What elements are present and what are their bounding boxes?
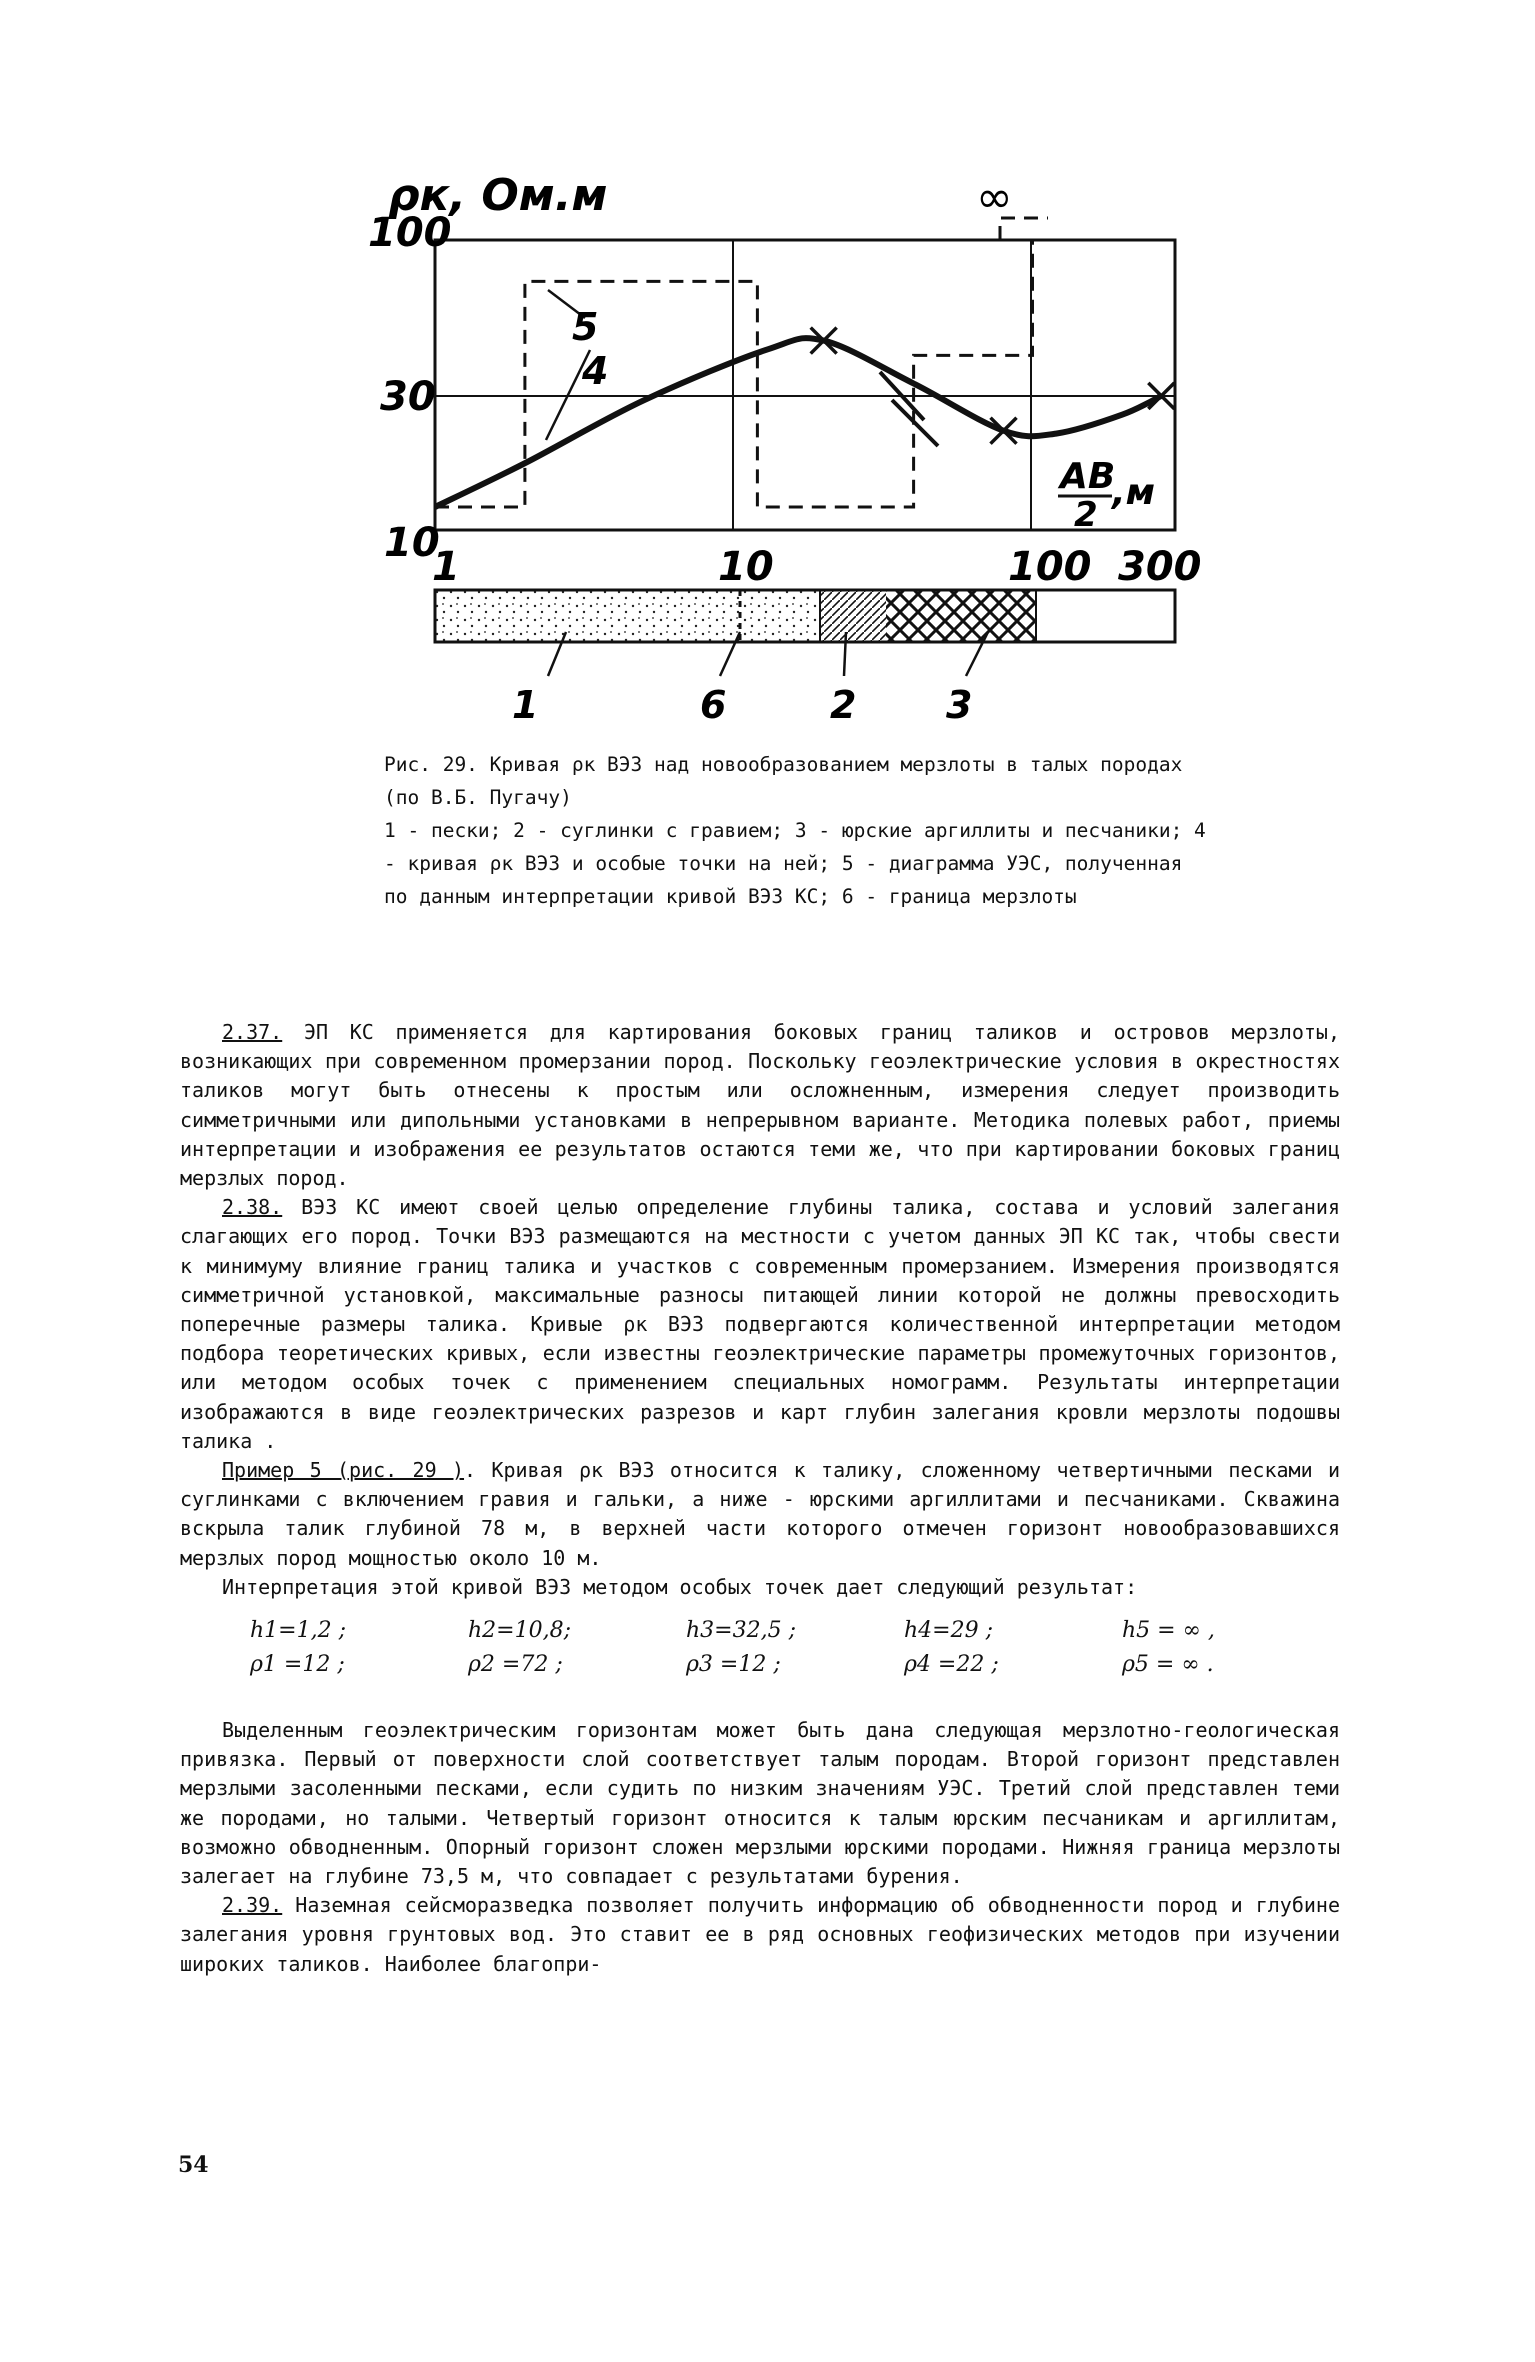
strip-jurassic <box>886 590 1036 642</box>
param-h5: h5 = ∞ , <box>1122 1618 1215 1644</box>
series-4-curve <box>435 338 1161 507</box>
paragraph-2-37-text: ЭП КС применяется для картирования боковых границ таликов и островов мерзлоты, возникающих при современном промерзании пород. Поскольку геоэлектрические условия в окрестностях таликов могут быть отнесены к простым или осложненным, измерения следует производить симметричными или дипольными установками в непрерывном варианте. Методика полевых работ, приемы интерпретации и изображения ее результатов остаются теми же, что при картировании боковых границ мерзлых пород. <box>180 1020 1340 1191</box>
param-rho4: ρ4 =22 ; <box>904 1652 999 1678</box>
x-tick-100: 100 <box>1008 544 1092 590</box>
x-tick-300: 300 <box>1118 544 1202 590</box>
y-tick-100: 100 <box>368 210 452 256</box>
x-axis-label-numerator: AB <box>1060 456 1116 497</box>
param-h1: h1=1,2 ; <box>250 1618 346 1644</box>
infinity-label: ∞ <box>976 172 1013 223</box>
callout-4: 4 <box>582 349 609 393</box>
x-axis-label-denominator: 2 <box>1074 495 1098 535</box>
param-rho1: ρ1 =12 ; <box>250 1652 345 1678</box>
y-tick-30: 30 <box>380 374 436 420</box>
section-number-2-39: 2.39. <box>222 1893 283 1918</box>
callout-5: 5 <box>572 305 599 349</box>
legend-number-2: 2 <box>830 683 857 727</box>
caption-title: Рис. 29. Кривая ρк ВЭЗ над новообразованием мерзлоты в талых породах (по В.Б. Пугачу) <box>384 753 1183 809</box>
param-h4: h4=29 ; <box>904 1618 993 1644</box>
param-h3: h3=32,5 ; <box>686 1618 796 1644</box>
x-tick-1: 1 <box>432 544 460 590</box>
legend-number-3: 3 <box>946 683 973 727</box>
section-number-2-38: 2.38. <box>222 1195 283 1220</box>
section-number-2-37: 2.37. <box>222 1020 283 1044</box>
figure-caption <box>384 748 1214 913</box>
caption-legend: 1 - пески; 2 - суглинки с гравием; 3 - юрские аргиллиты и песчаники; 4 - кривая ρк ВЭЗ и особые точки на ней; 5 - диаграмма УЭС, полученная по данным интерпретации кривой ВЭЗ КС; 6 - граница мерзлоты <box>384 819 1206 908</box>
strip-sand <box>435 590 820 642</box>
strip-loam <box>820 590 886 642</box>
y-tick-10: 10 <box>384 520 440 566</box>
paragraph-2-38 <box>180 1193 1340 1456</box>
interpretation-intro: Интерпретация этой кривой ВЭЗ методом особых точек дает следующий результат: <box>222 1574 1138 1599</box>
page-number: 54 <box>178 2152 209 2178</box>
geological-binding-paragraph: Выделенным геоэлектрическим горизонтам может быть дана следующая мерзлотно-геологическая привязка. Первый от поверхности слой соответствует талым породам. Второй горизонт представлен мерзлыми засоленными песками, если судить по низким значениям УЭС. Третий слой представлен теми же породами, но талыми. Четвертый горизонт относится к талым юрским песчаникам и аргиллитам, возможно обводненным. Опорный горизонт сложен мерзлыми юрскими породами. Нижняя граница мерзлоты залегает на глубине 73,5 м, что совпадает с результатами бурения. <box>180 1718 1340 1889</box>
param-rho3: ρ3 =12 ; <box>686 1652 781 1678</box>
example-text: . Кривая ρк ВЭЗ относится к талику, сложенному четвертичными песками и суглинками с включением гравия и гальки, а ниже - юрскими аргиллитами и песчаниками. Скважина вскрыла талик глубиной 78 м, в верхней части которого отмечен горизонт новообразовавшихся мерзлых пород мощностью около 10 м. <box>180 1458 1341 1570</box>
thickness-row <box>250 1614 1340 1648</box>
example-reference: Пример 5 (рис. 29 ) <box>222 1458 465 1483</box>
interpretation-parameters <box>250 1614 1340 1682</box>
paragraph-2-39-text: Наземная сейсморазведка позволяет получить информацию об обводненности пород и глубине залегания уровня грунтовых вод. Это ставит ее в ряд основных геофизических методов при изучении широких таликов. Наиболее благопри- <box>180 1893 1340 1976</box>
paragraph-2-38-text: ВЭЗ КС имеют своей целью определение глубины талика, состава и условий залегания слагающих его пород. Точки ВЭЗ размещаются на местности с учетом данных ЭП КС так, чтобы свести к минимуму влияние границ талика и участков с современным промерзанием. Измерения производятся симметричной установкой, максимальные разносы питающей линии которой не должны превосходить поперечные размеры талика. Кривые ρк ВЭЗ подвергаются количественной интерпретации методом подбора теоретических кривых, если известны геоэлектрические параметры промежуточных горизонтов, или методом особых точек с применением специальных номограмм. Результаты интерпретации изображаются в виде геоэлектрических разрезов и карт глубин залегания кровли мерзлоты подошвы талика . <box>180 1195 1340 1453</box>
param-h2: h2=10,8; <box>468 1618 571 1644</box>
body-text <box>180 1018 1340 1979</box>
legend-number-6: 6 <box>700 683 727 727</box>
resistivity-row <box>250 1648 1340 1682</box>
paragraph-2-39 <box>180 1891 1340 1979</box>
x-tick-10: 10 <box>718 544 774 590</box>
paragraph-example-5 <box>180 1456 1340 1573</box>
param-rho5: ρ5 = ∞ . <box>1122 1652 1214 1678</box>
y-axis-label: ρк, Ом.м <box>388 170 608 221</box>
param-rho2: ρ2 =72 ; <box>468 1652 563 1678</box>
paragraph-2-37 <box>180 1018 1340 1193</box>
x-axis-label-unit: ,м <box>1112 472 1156 513</box>
legend-number-1: 1 <box>512 683 539 727</box>
